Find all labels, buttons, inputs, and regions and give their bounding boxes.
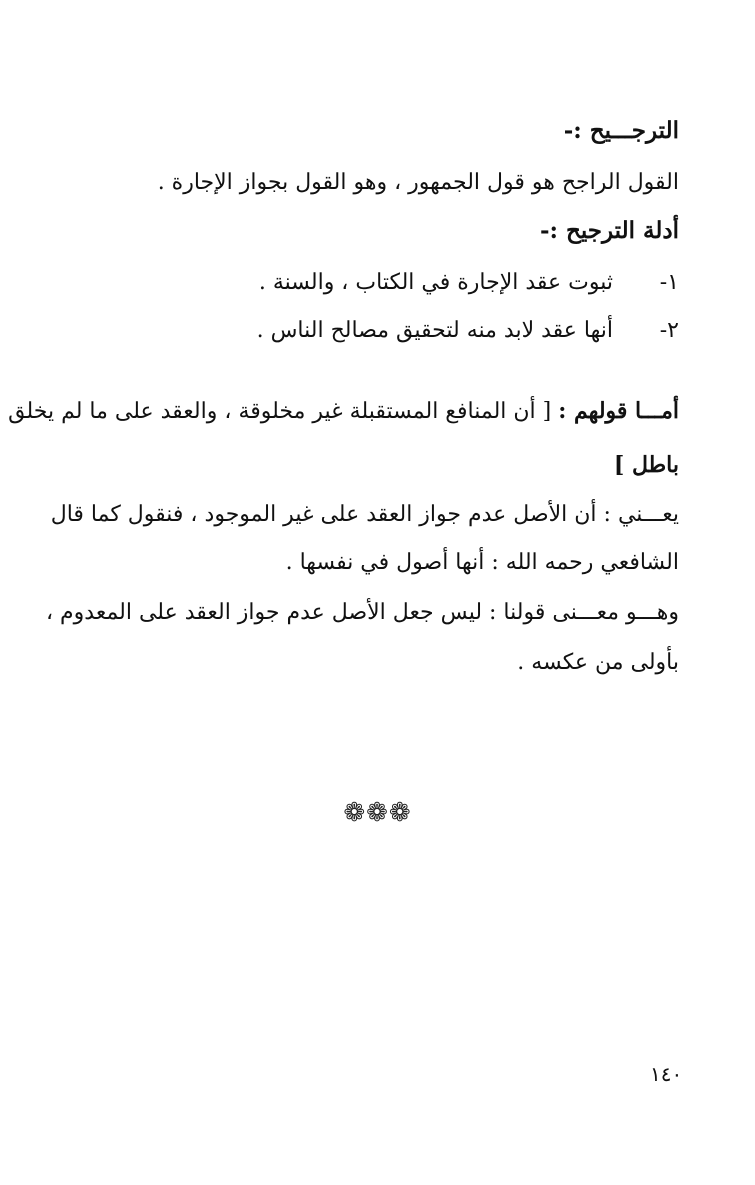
objection-lead: أمـــا قولهم :: [558, 398, 679, 424]
adilla-item-1-number: ١-: [659, 270, 679, 295]
tarjih-heading: الترجـــيح :-: [563, 117, 679, 144]
adilla-item-1: [259, 268, 679, 298]
tarjih-statement: القول الراجح هو قول الجمهور ، وهو القول بجواز الإجارة .: [157, 170, 679, 195]
reply1-line-2: الشافعي رحمه الله : أنها أصول في نفسها .: [285, 550, 679, 575]
section-ornament: ❁❁❁: [343, 798, 412, 828]
adilla-item-2-text: أنها عقد لابد منه لتحقيق مصالح الناس .: [256, 318, 613, 343]
objection-line-2: باطل ]: [613, 452, 679, 478]
adilla-item-2-number: ٢-: [659, 318, 679, 343]
adilla-heading: أدلة الترجيح :-: [539, 217, 679, 244]
objection-quote-1: [ أن المنافع المستقبلة غير مخلوقة ، والعقد على ما لم يخلق: [8, 399, 552, 424]
reply2-line-1: وهـــو معـــنى قولنا : ليس جعل الأصل عدم جواز العقد على المعدوم ،: [45, 600, 679, 625]
adilla-item-2: [257, 316, 679, 346]
objection-line-1: [8, 396, 679, 427]
adilla-item-1-text: ثبوت عقد الإجارة في الكتاب ، والسنة .: [258, 270, 613, 295]
reply1-line-1: يعـــني : أن الأصل عدم جواز العقد على غير الموجود ، فنقول كما قال: [50, 502, 679, 527]
page-number: ١٤٠: [650, 1062, 683, 1086]
reply2-line-2: بأولى من عكسه .: [517, 650, 679, 675]
